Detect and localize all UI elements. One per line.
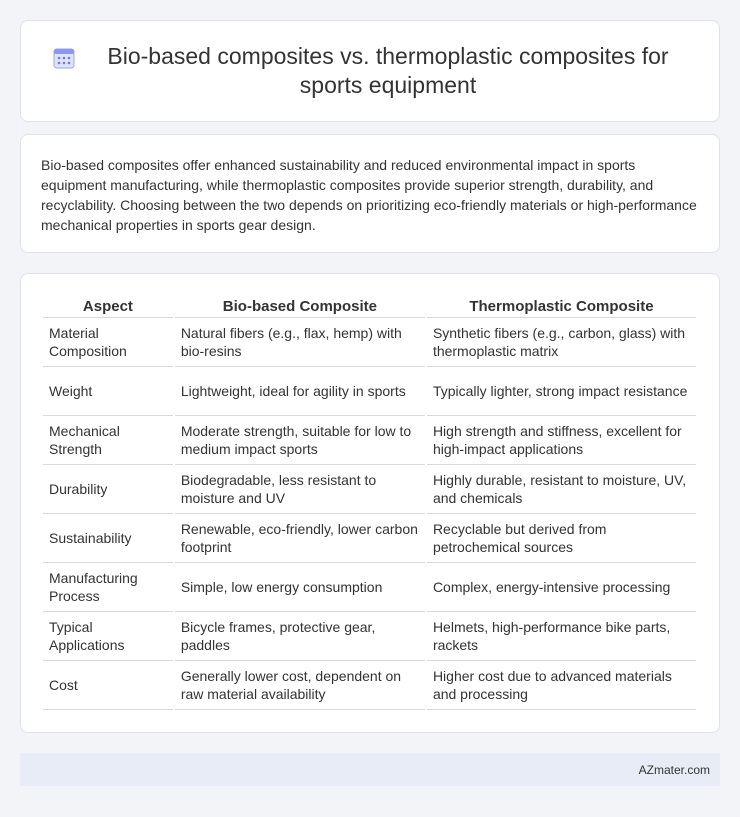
summary-text: Bio-based composites offer enhanced sustainability and reduced environmental impact in sports equipment manufacturing, while thermoplastic composites provide superior strength, durability, and recyclability. Choosing between the two depends on prioritizing eco-friendly materials or high-performance mechanical properties in sports gear design. xyxy=(41,157,697,233)
table-row xyxy=(43,367,696,416)
row-thermo-value: Synthetic fibers (e.g., carbon, glass) with thermoplastic matrix xyxy=(427,318,696,367)
row-thermo-value: Complex, energy-intensive processing xyxy=(427,563,696,612)
comparison-table-card xyxy=(20,273,720,733)
row-bio-value: Lightweight, ideal for agility in sports xyxy=(175,367,425,416)
table-header-row xyxy=(43,296,696,318)
comparison-table xyxy=(41,296,698,710)
footer-brand[interactable]: AZmater.com xyxy=(638,762,710,777)
page-title: Bio-based composites vs. thermoplastic composites for sports equipment xyxy=(107,43,669,98)
row-bio-value: Bicycle frames, protective gear, paddles xyxy=(175,612,425,661)
table-row xyxy=(43,416,696,465)
table-row xyxy=(43,612,696,661)
table-row xyxy=(43,514,696,563)
row-thermo-value: Typically lighter, strong impact resistance xyxy=(427,367,696,416)
table-row xyxy=(43,563,696,612)
header-bio-based: Bio-based Composite xyxy=(175,296,425,318)
header-aspect: Aspect xyxy=(43,296,173,318)
row-bio-value: Renewable, eco-friendly, lower carbon footprint xyxy=(175,514,425,563)
row-thermo-value: Highly durable, resistant to moisture, UV, and chemicals xyxy=(427,465,696,514)
row-aspect: Weight xyxy=(43,367,173,416)
row-aspect: Mechanical Strength xyxy=(43,416,173,465)
row-aspect: Cost xyxy=(43,661,173,710)
table-row xyxy=(43,465,696,514)
summary-card xyxy=(20,134,720,253)
row-aspect: Sustainability xyxy=(43,514,173,563)
header-thermoplastic: Thermoplastic Composite xyxy=(427,296,696,318)
footer xyxy=(20,753,720,786)
row-aspect: Material Composition xyxy=(43,318,173,367)
table-row xyxy=(43,318,696,367)
table-row xyxy=(43,661,696,710)
row-thermo-value: Helmets, high-performance bike parts, rackets xyxy=(427,612,696,661)
row-bio-value: Generally lower cost, dependent on raw material availability xyxy=(175,661,425,710)
row-aspect: Typical Applications xyxy=(43,612,173,661)
row-bio-value: Natural fibers (e.g., flax, hemp) with bio-resins xyxy=(175,318,425,367)
row-bio-value: Moderate strength, suitable for low to medium impact sports xyxy=(175,416,425,465)
row-bio-value: Simple, low energy consumption xyxy=(175,563,425,612)
row-thermo-value: High strength and stiffness, excellent for high-impact applications xyxy=(427,416,696,465)
row-bio-value: Biodegradable, less resistant to moisture and UV xyxy=(175,465,425,514)
row-thermo-value: Recyclable but derived from petrochemical sources xyxy=(427,514,696,563)
title-card xyxy=(20,20,720,122)
row-aspect: Durability xyxy=(43,465,173,514)
row-thermo-value: Higher cost due to advanced materials and processing xyxy=(427,661,696,710)
row-aspect: Manufacturing Process xyxy=(43,563,173,612)
